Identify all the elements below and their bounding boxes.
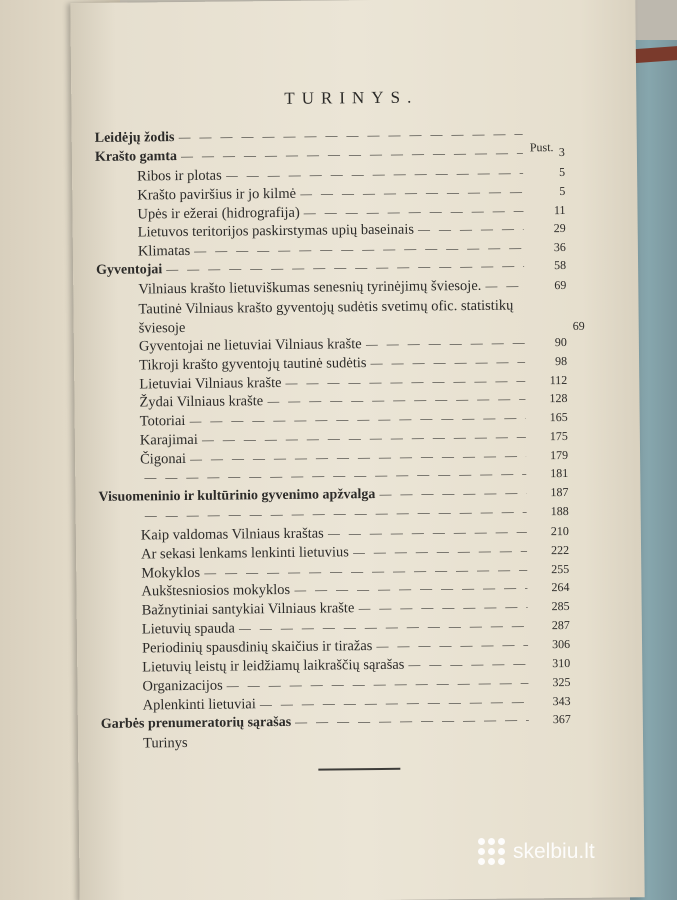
toc-entry-title: Klimatas — [137, 243, 191, 260]
toc-leader-dashes — [239, 619, 528, 637]
toc-leader-dashes — [204, 562, 527, 580]
toc-entry-title: Kaip valdomas Vilniaus kraštas — [140, 525, 324, 544]
toc-leader-dashes — [227, 675, 529, 693]
toc-leader-dashes — [408, 656, 528, 672]
watermark — [478, 838, 595, 865]
toc-entry-page: 90 — [554, 334, 567, 349]
toc-entry-title: Turinys — [142, 734, 188, 751]
toc-entry-title: Lietuvos teritorijos paskirstymas upių baseinais — [137, 222, 415, 241]
toc-entry-page: 264 — [551, 580, 570, 595]
toc-entry-title: Karajimai — [139, 432, 198, 449]
toc-leader-dashes — [192, 743, 529, 747]
toc-entry-page: 128 — [549, 391, 568, 406]
page-column-label: Pust. — [529, 140, 554, 155]
toc-leader-dashes — [418, 222, 524, 238]
toc-entry-title: Ar sekasi lenkams lenkinti lietuvius — [140, 543, 349, 563]
toc-entry-page: 98 — [555, 353, 568, 368]
toc-entry-page: 3 — [558, 144, 565, 159]
toc-entry-title: Vilniaus krašto lietuviškumas senesnių tyrinėjimų šviesoje. — [138, 278, 482, 298]
toc-leader-dashes — [226, 165, 524, 183]
toc-leader-dashes — [485, 279, 524, 294]
toc-entry-page: 112 — [549, 372, 568, 387]
toc-entry-page: 210 — [550, 523, 569, 538]
toc-leader-dashes — [379, 485, 526, 502]
toc-entry-page: 306 — [551, 637, 571, 652]
toc-entry-title: Lietuvių leistų ir leidžiamų laikraščių sąrašas — [142, 656, 405, 676]
toc-entry-page: 325 — [552, 674, 571, 689]
toc-leader-dashes — [178, 126, 522, 145]
toc-entry-title: Aplenkinti lietuviai — [142, 695, 256, 714]
toc-leader-dashes — [294, 581, 528, 598]
toc-entry-title: Lietuvių spauda — [141, 620, 235, 638]
toc-leader-dashes — [189, 411, 525, 430]
toc-leader-dashes — [285, 373, 525, 391]
toc-entry-page: 11 — [553, 202, 566, 217]
toc-entry — [101, 730, 571, 754]
toc-entry-page: 5 — [559, 164, 566, 179]
toc-entry-title: Totoriai — [139, 413, 186, 430]
toc-entry-title: Garbės prenumeratorių sąrašas — [100, 714, 292, 732]
toc-entry-page: 343 — [552, 693, 571, 708]
toc-entry-page: 69 — [554, 278, 567, 293]
toc-entry-title: Čigonai — [140, 451, 187, 468]
toc-entry-title: Gyventojai — [96, 262, 163, 279]
toc-entry — [96, 296, 585, 339]
toc-leader-dashes — [194, 241, 524, 259]
toc-entry-page: 179 — [549, 448, 569, 463]
toc-leader-dashes — [295, 712, 529, 729]
toc-entry-title: Gyventojai ne lietuviai Vilniaus krašte — [138, 335, 362, 355]
toc-leader-dashes — [181, 145, 523, 164]
toc-entry-page: 175 — [549, 429, 568, 444]
toc-leader-dashes — [376, 637, 528, 654]
toc-entry-page: 29 — [553, 221, 566, 236]
toc-leader-dashes — [267, 392, 525, 410]
toc-entry-page: 285 — [551, 599, 570, 614]
toc-leader-dashes — [353, 543, 527, 560]
toc-entry-title: Periodinių spausdinių skaičius ir tiražas — [141, 638, 373, 657]
toc-entry-title: Tikroji krašto gyventojų tautinė sudėtis — [139, 354, 367, 374]
watermark-text: skelbiu.lt — [513, 839, 595, 863]
closing-rule — [318, 768, 400, 771]
toc-entry-page: 181 — [550, 466, 569, 481]
toc-entry-title: Lietuviai Vilniaus krašte — [139, 374, 282, 393]
toc-leader-dashes — [328, 524, 527, 541]
toc-leader-dashes — [190, 449, 526, 468]
toc-leader-dashes — [370, 354, 525, 371]
toc-entry-title: Upės ir ežerai (hidrografija) — [137, 204, 300, 223]
toc-entry-title: Bažnytiniai santykiai Vilniaus krašte — [141, 600, 355, 619]
toc-entry-title: Mokyklos — [141, 564, 201, 581]
book-page — [70, 0, 644, 900]
toc-leader-dashes — [202, 430, 526, 448]
toc-leader-dashes — [144, 466, 526, 485]
toc-entry-title: Visuomeninio ir kultūrinio gyvenimo apžvalga — [98, 486, 376, 505]
toc-entry-page: 222 — [550, 542, 570, 557]
toc-entry-page: 255 — [551, 561, 570, 576]
toc-leader-dashes — [300, 184, 523, 201]
toc-entry-title: Tautinė Vilniaus krašto gyventojų sudėtis svetimų ofic. statistikų šviesoje — [138, 297, 514, 337]
watermark-logo-icon — [478, 838, 505, 865]
toc-entry-page: 188 — [550, 503, 569, 518]
toc-entry-title: Krašto paviršius ir jo kilmė — [137, 185, 297, 204]
toc-entry-page: 69 — [572, 318, 585, 333]
toc-entry-page: 187 — [550, 484, 569, 500]
page-title: TURINYS. — [284, 87, 419, 108]
toc-entry-page: 36 — [553, 240, 566, 255]
toc-entry-page: 310 — [552, 655, 571, 671]
toc-leader-dashes — [145, 504, 527, 523]
toc-entry-page: 367 — [552, 711, 571, 726]
table-of-contents — [94, 126, 585, 754]
toc-leader-dashes — [260, 694, 529, 712]
toc-entry-title: Krašto gamta — [94, 148, 178, 165]
toc-entry-page: 165 — [549, 410, 568, 425]
toc-leader-dashes — [166, 259, 524, 278]
toc-entry-title: Žydai Vilniaus krašte — [139, 393, 264, 411]
toc-leader-dashes — [304, 203, 524, 220]
toc-entry-page: 5 — [559, 183, 566, 198]
toc-leader-dashes — [366, 335, 525, 352]
toc-entry-page: 287 — [551, 618, 570, 633]
toc-entry-title: Aukštesniosios mokyklos — [141, 582, 291, 600]
toc-entry-title: Organizacijos — [142, 677, 223, 695]
toc-leader-dashes — [358, 600, 527, 617]
toc-entry-title: Ribos ir plotas — [137, 167, 222, 185]
toc-entry-title: Leidėjų žodis — [94, 130, 175, 146]
toc-entry-page: 58 — [554, 258, 567, 273]
